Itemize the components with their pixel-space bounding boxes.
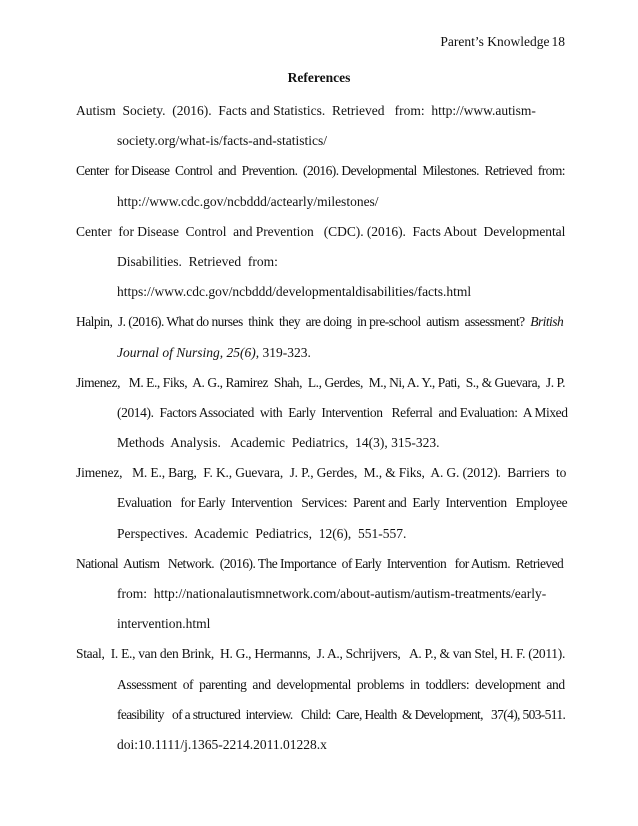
page-number: 18 [551,34,565,49]
references-heading: References [287,70,351,85]
reference-line: from: http://nationalautismnetwork.com/about-autism/autism-treatments/early- [117,586,547,601]
reference-line: feasibility of a structured interview. Child: Care, Health & Development, 37(4), 503-511. [117,706,566,722]
journal-title: British [530,314,564,330]
reference-line: Perspectives. Academic Pediatrics, 12(6), 551-557. [117,525,407,541]
reference-text: Halpin, J. (2016). What do nurses think they are doing in pre-school autism assessment? [76,314,531,330]
reference-line: National Autism Network. (2016). The Importance of Early Intervention for Autism. Retrieved [76,555,564,571]
reference-line: doi:10.1111/j.1365-2214.2011.01228.x [117,736,327,752]
reference-entry [76,217,568,308]
reference-line: (2014). Factors Associated with Early Intervention Referral and Evaluation: A Mixed [117,404,568,420]
reference-line: Methods Analysis. Academic Pediatrics, 14(3), 315-323. [117,435,440,451]
reference-line [76,338,568,368]
reference-entry [76,156,568,216]
journal-title: Journal of Nursing, 25(6), [117,344,260,360]
reference-line: intervention.html [117,616,211,632]
reference-text: 319-323. [259,344,311,360]
reference-line: Staal, I. E., van den Brink, H. G., Hermanns, J. A., Schrijvers, A. P., & van Stel, H. F. (2011). [76,646,566,662]
reference-line: Disabilities. Retrieved from: [117,253,278,269]
reference-line: Center for Disease Control and Prevention (CDC). (2016). Facts About Developmental [76,223,566,239]
reference-entry [76,458,568,549]
reference-entry [76,639,568,760]
reference-line: Jimenez, M. E., Barg, F. K., Guevara, J. P., Gerdes, M., & Fiks, A. G. (2012). Barriers to [76,465,567,481]
running-title: Parent’s Knowledge [440,34,550,49]
reference-entry [76,307,568,367]
reference-line: Jimenez, M. E., Fiks, A. G., Ramirez Shah, L., Gerdes, M., Ni, A. Y., Pati, S., & Guevara, J. P. [76,374,566,390]
reference-line: https://www.cdc.gov/ncbddd/developmentaldisabilities/facts.html [117,284,472,300]
reference-line: Center for Disease Control and Prevention. (2016). Developmental Milestones. Retrieved from: [76,163,565,179]
reference-line: society.org/what-is/facts-and-statistics/ [117,133,327,149]
reference-entry [76,368,568,459]
reference-line: Autism Society. (2016). Facts and Statistics. Retrieved from: http://www.autism- [76,103,536,118]
reference-line: http://www.cdc.gov/ncbddd/actearly/milestones/ [117,193,379,209]
reference-line: Evaluation for Early Intervention Services: Parent and Early Intervention Employee [117,495,568,511]
reference-list [76,96,568,760]
reference-entry [76,549,568,640]
reference-entry [76,96,568,156]
running-head [440,34,565,50]
reference-line: Assessment of parenting and developmental problems in toddlers: development and [117,676,565,692]
reference-line [76,307,568,337]
